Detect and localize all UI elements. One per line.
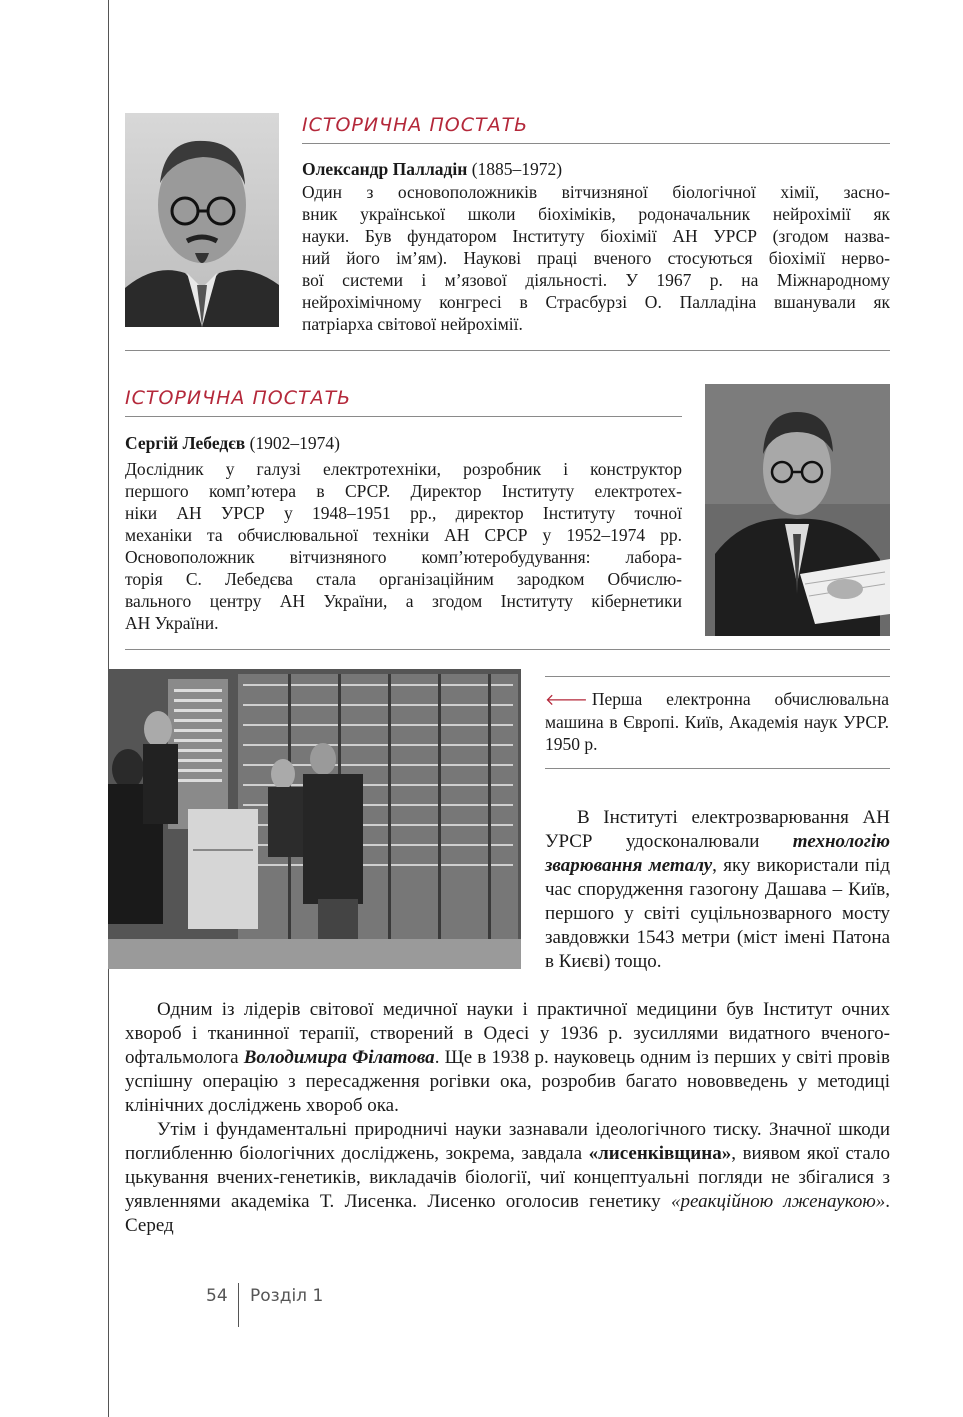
bio-line: ніки АН УРСР у 1948–1951 рр., директор Інституту точної [125, 503, 682, 523]
emphasis-term: Володимира Філатова [243, 1047, 435, 1068]
bio-line: механіки та обчислювальної техніки АН СРСР у 1952–1974 рр. [125, 525, 682, 545]
bio-line: Основоположник вітчизняного комп’ютеробудування: лабора- [125, 547, 682, 567]
body-paragraph-2 [125, 998, 890, 1238]
bio-line: АН України. [125, 613, 219, 633]
bio-line: вник української школи біохіміків, родоначальник нейрохімії як [302, 204, 890, 224]
divider [125, 649, 890, 650]
bio-line: торія С. Лебедєва стала організаційним зародком Обчислю- [125, 569, 682, 589]
bio-line: науки. Був фундатором Інституту біохімії АН УРСР (згодом назва- [302, 226, 890, 246]
emphasis-term: «лисенківщина» [588, 1143, 732, 1164]
section-heading-2: ІСТОРИЧНА ПОСТАТЬ [125, 387, 352, 409]
bio-line: вального центру АН України, а згодом Інституту кібернетики [125, 591, 682, 611]
person-name-line [125, 432, 340, 454]
bio-line: нейрохімічному конгресі в Страсбурзі О. Палладіна вшанували як [302, 292, 890, 312]
portrait-palladin [125, 113, 279, 327]
body-text-span: В Інституті електрозварювання АН УРСР удосконалювали [545, 807, 890, 852]
biography-text [302, 181, 890, 335]
bio-line: ний його ім’ям). Наукові праці вченого стосуються біохімії нерво- [302, 248, 890, 268]
divider [302, 143, 890, 144]
computer-photo [108, 669, 521, 969]
body-text-span: Одним із лідерів світової медичної науки і практичної медицини був Інститут очних хвороб і тканинної терапії, створений в Одесі у 1936 р. зусиллями видатного вченого-офтальмолога [125, 999, 890, 1068]
bio-line: вої системи і м’язової діяльності. У 1967 р. на Міжнародному [302, 270, 890, 290]
section-heading-1: ІСТОРИЧНА ПОСТАТЬ [302, 114, 529, 136]
person-name: Сергій Лебедєв [125, 433, 246, 453]
divider [545, 676, 890, 677]
footer-separator [238, 1283, 239, 1327]
divider [125, 416, 682, 417]
body-text-span: , яку використали під час спорудження газогону Дашава – Київ, першого у світі суцільнозварного мосту завдовжки 1543 метри (міст імені Патона в Києві) тощо. [545, 855, 891, 972]
arrow-left-icon: 🡐 [545, 690, 588, 709]
divider [545, 768, 890, 769]
body-paragraph-1 [545, 806, 890, 974]
divider [125, 350, 890, 351]
photo-caption [545, 688, 889, 755]
bio-line: патріарха світової нейрохімії. [302, 314, 523, 334]
portrait-lebedev [705, 384, 890, 636]
body-text-span: Утім і фундаментальні природничі науки зазнавали ідеологічного тиску. Значної шкоди поглибленню біологічних досліджень, зокрема, завдала [125, 1119, 890, 1164]
emphasis-term: технологію зварювання металу [545, 831, 890, 876]
person-years: (1885–1972) [467, 159, 563, 179]
person-name-line [302, 158, 562, 180]
person-name: Олександр Палладін [302, 159, 468, 179]
biography-text [125, 458, 682, 634]
caption-text: Перша електронна обчислювальна машина в Європі. Київ, Академія наук УРСР. 1950 р. [545, 689, 889, 754]
quoted-term: «реакційною лженаукою» [670, 1191, 886, 1212]
bio-line: Дослідник у галузі електротехніки, розробник і конструктор [125, 459, 682, 479]
section-label: Розділ 1 [250, 1286, 324, 1306]
bio-line: першого комп’ютера в СРСР. Директор Інституту електротех- [125, 481, 682, 501]
bio-line: Один з основоположників вітчизняної біологічної хімії, засно- [302, 182, 890, 202]
body-text-span: . Серед [125, 1191, 891, 1236]
person-years: (1902–1974) [245, 433, 341, 453]
body-text-span: , виявом якої стало цькування вчених-генетиків, викладачів біології, чиї концептуальні погляди не збігалися з уявленнями академіка Т. Лисенка. Лисенко оголосив генетику [125, 1143, 890, 1212]
body-text-span: . Ще в 1938 р. науковець одним із перших у світі провів успішну операцію з пересадження рогівки ока, розробив багато нововведень у методиці клінічних досліджень хвороб ока. [125, 1047, 891, 1116]
page-number: 54 [206, 1286, 228, 1306]
